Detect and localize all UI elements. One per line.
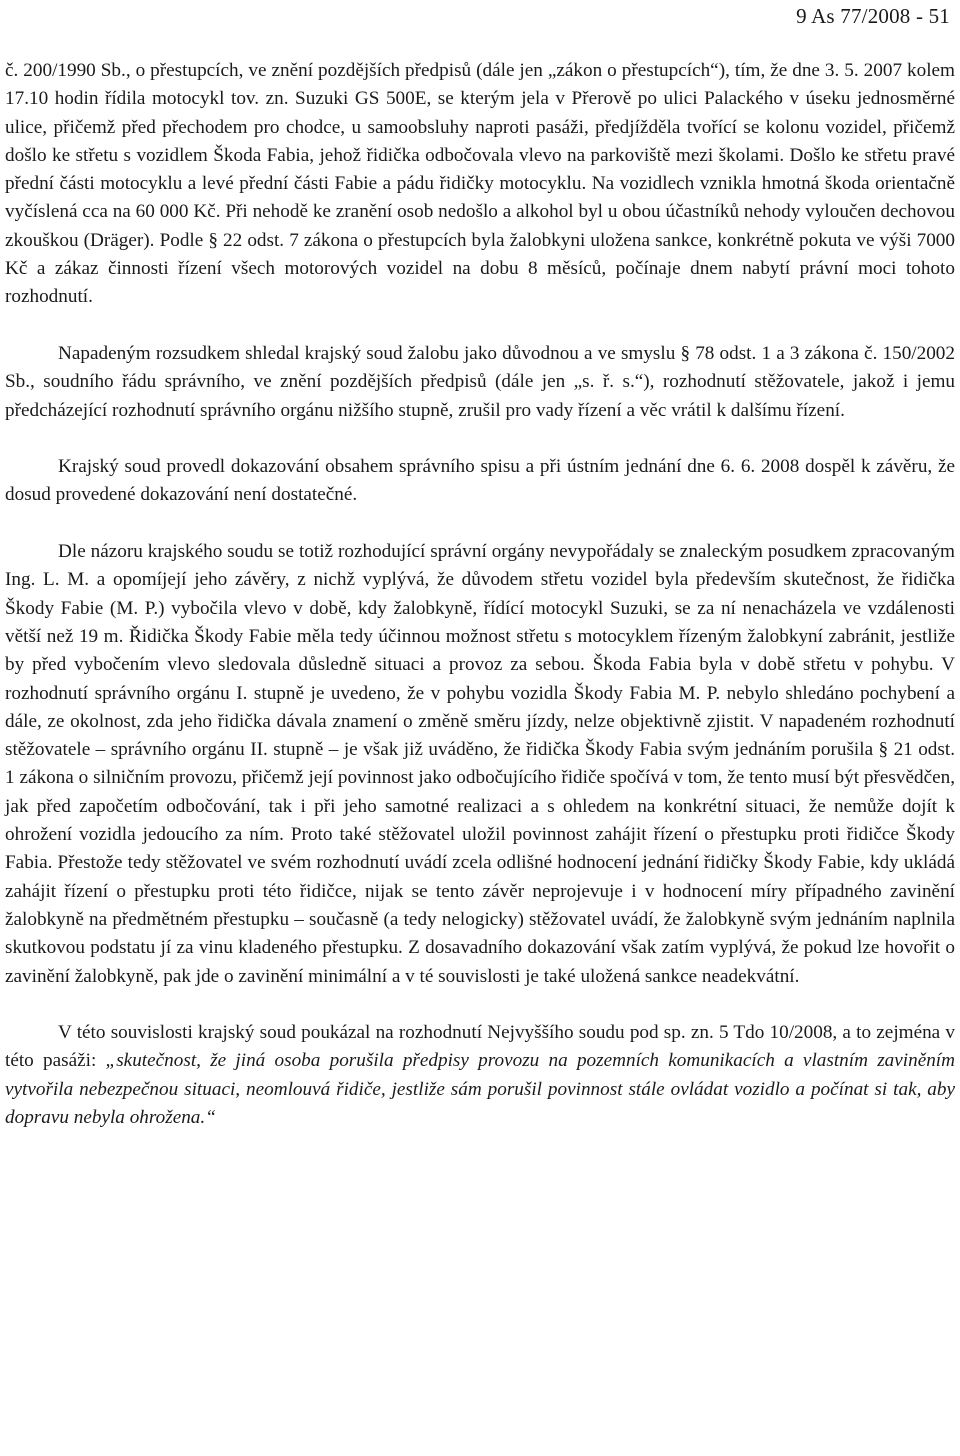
supreme-court-quote: „skutečnost, že jiná osoba porušila předpisy provozu na pozemních komunikacích a vlastním zaviněním vytvořila nebezpečnou situaci, neomlouvá řidiče, jestliže sám porušil povinnost stále ovládat vozidlo a počínat si tak, aby dopravu nebyla ohrožena.“ — [5, 1050, 955, 1128]
case-number-header: 9 As 77/2008 - 51 — [796, 4, 950, 28]
paragraph-regional-court-ruling: Napadeným rozsudkem shledal krajský soud žalobu jako důvodnou a ve smyslu § 78 odst. 1 a 3 zákona č. 150/2002 Sb., soudního řádu správního, ve znění pozdějších předpisů (dále jen „s. ř. s.“), rozhodnutí stěžovatele, jakož i jemu předcházející rozhodnutí správního orgánu nižšího stupně, zrušil pro vady řízení a věc vrátil k dalšímu řízení. — [5, 342, 955, 421]
paragraph-offense-description: č. 200/1990 Sb., o přestupcích, ve znění pozdějších předpisů (dále jen „zákon o přestupcích“), tím, že dne 3. 5. 2007 kolem 17.10 hodin řídila motocykl tov. zn. Suzuki GS 500E, se kterým jela v Přerově po ulici Palackého v úseku jednosměrné ulice, přičemž před přechodem pro chodce, u samoobsluhy naproti pasáži, předjížděla tvořící se kolonu vozidel, přičemž došlo ke střetu s vozidlem Škoda Fabia, jehož řidička odbočovala vlevo na parkoviště mezi školami. Došlo ke střetu pravé přední části motocyklu a levé přední části Fabie a pádu řidičky motocyklu. Na vozidlech vznikla hmotná škoda orientačně vyčíslená cca na 60 000 Kč. Při nehodě ke zranění osob nedošlo a alkohol byl u obou účastníků nehody vyloučen dechovou zkouškou (Dräger). Podle § 22 odst. 7 zákona o přestupcích byla žalobkyni uložena sankce, konkrétně pokuta ve výši 7000 Kč a zákaz činnosti řízení všech motorových vozidel na dobu 8 měsíců, počínaje dnem nabytí právní moci tohoto rozhodnutí. — [5, 60, 955, 308]
document-body — [5, 57, 955, 1132]
reference-intro-text: V této souvislosti krajský soud poukázal na rozhodnutí Nejvyššího soudu pod sp. zn. 5 Tdo 10/2008, a to zejména v této pasáži: — [5, 1022, 955, 1072]
paragraph-court-reasoning: Dle názoru krajského soudu se totiž rozhodující správní orgány nevypořádaly se znaleckým posudkem zpracovaným Ing. L. M. a opomíjejí jeho závěry, z nichž vyplývá, že důvodem střetu vozidel byla především skutečnost, že řidička Škody Fabie (M. P.) vybočila vlevo v době, kdy žalobkyně, řídící motocykl Suzuki, se za ní nenacházela ve vzdálenosti větší než 19 m. Řidička Škody Fabie měla tedy účinnou možnost střetu s motocyklem řízeným žalobkyní zabránit, jestliže by před vybočením vlevo sledovala důsledně situaci a provoz za sebou. Škoda Fabia byla v době střetu v pohybu. V rozhodnutí správního orgánu I. stupně je uvedeno, že v pohybu vozidla Škody Fabia M. P. nebylo shledáno pochybení a dále, ze okolnost, zda jeho řidička dávala znamení o změně směru jízdy, nelze objektivně zjistit. V napadeném rozhodnutí stěžovatele – správního orgánu II. stupně – je však již uváděno, že řidička Škody Fabia svým jednáním porušila § 21 odst. 1 zákona o silničním provozu, přičemž její povinnost jako odbočujícího řidiče spočívá v tom, že tento musí být přesvědčen, jak před započetím odbočování, tak i při jeho samotné realizaci a s ohledem na konkrétní situaci, že nemůže dojít k ohrožení vozidla jedoucího za ním. Proto také stěžovatel uložil povinnost zahájit řízení o přestupku proti řidičce Škody Fabia. Přestože tedy stěžovatel ve svém rozhodnutí uvádí zcela odlišné hodnocení jednání řidičky Škody Fabie, kdy ukládá zahájit řízení o přestupku proti této řidičce, nijak se tento závěr neprojevuje i v hodnocení míry případného zavinění žalobkyně na předmětném přestupku – současně (a tedy nelogicky) stěžovatel uvádí, že žalobkyně svým jednáním naplnila skutkovou podstatu jí za vinu kladeného přestupku. Z dosavadního dokazování však zatím vyplývá, že pokud lze hovořit o zavinění žalobkyně, pak jde o zavinění minimální a v té souvislosti je také uložená sankce neadekvátní. — [5, 541, 955, 987]
paragraph-evidence-hearing: Krajský soud provedl dokazování obsahem správního spisu a při ústním jednání dne 6. 6. 2008 dospěl k závěru, že dosud provedené dokazování není dostatečné. — [5, 456, 955, 506]
paragraph-supreme-court-reference — [5, 1019, 955, 1132]
